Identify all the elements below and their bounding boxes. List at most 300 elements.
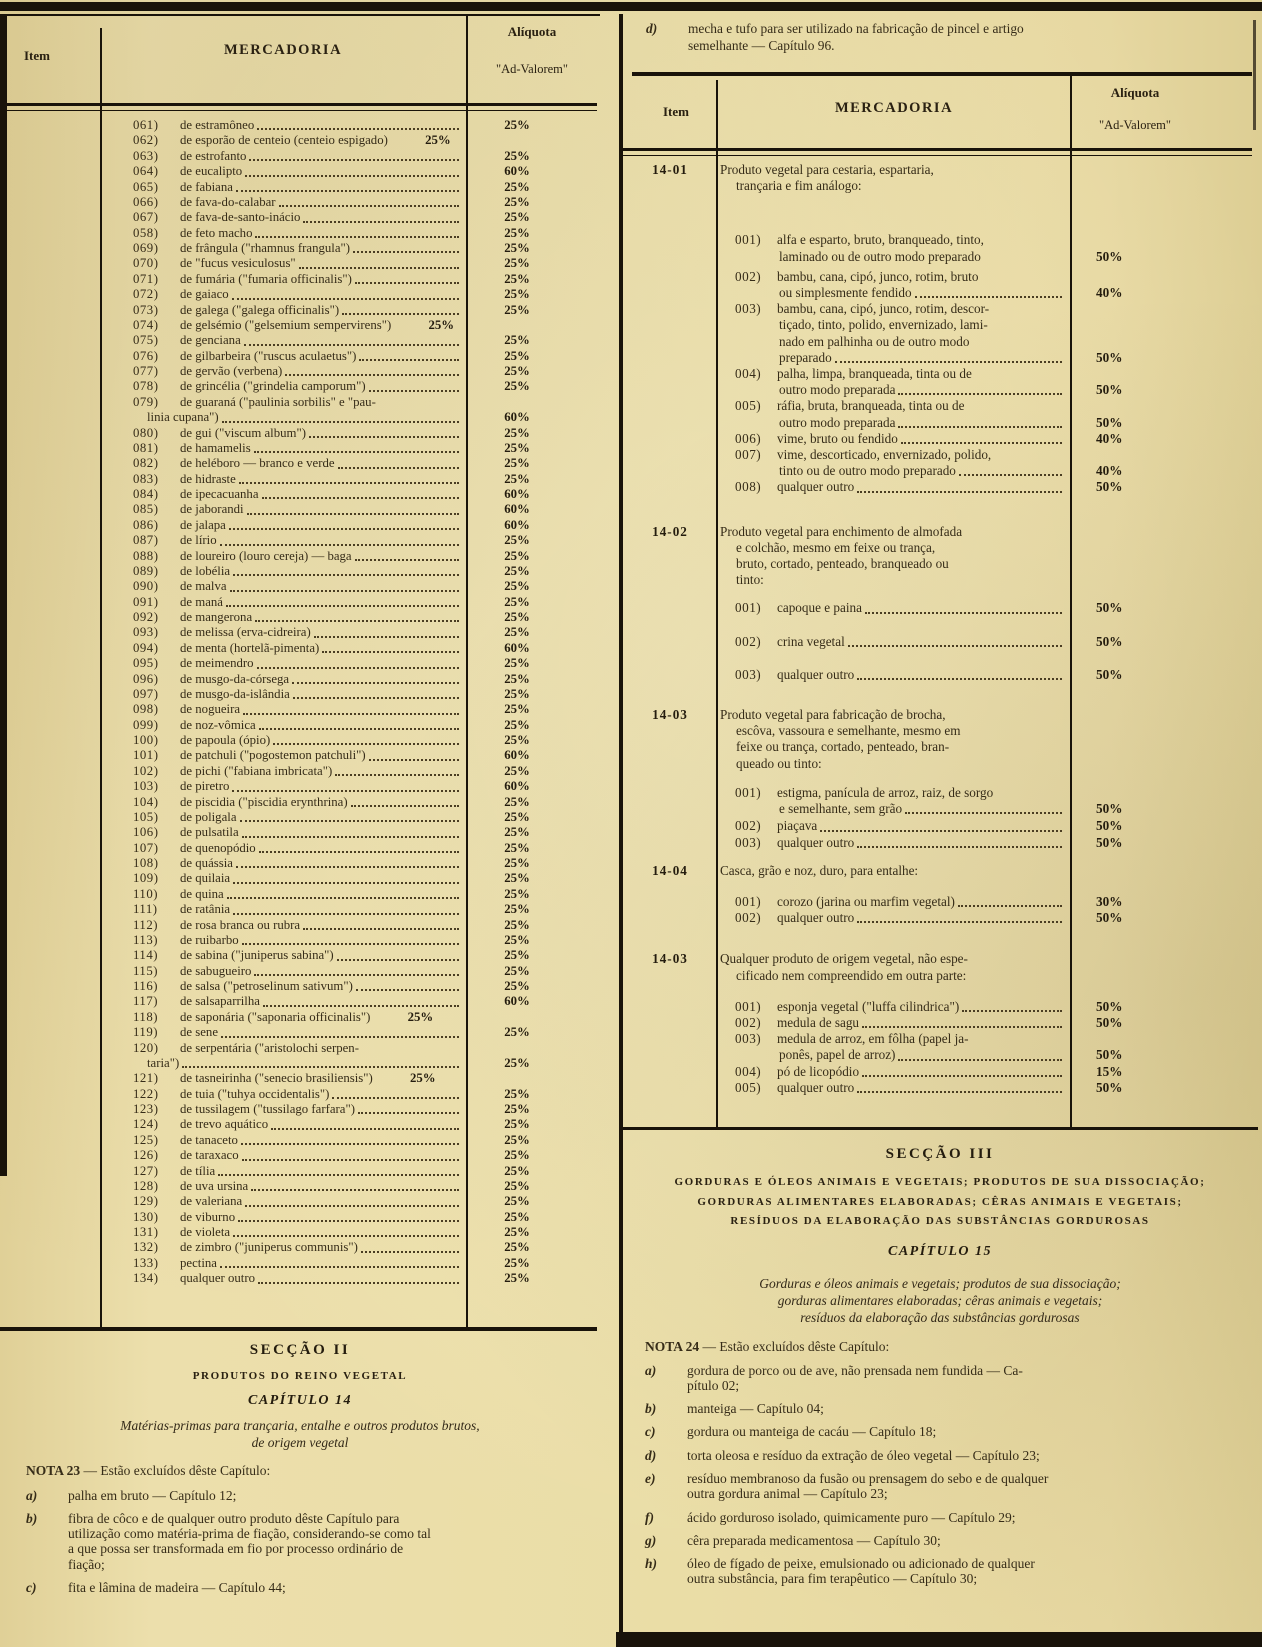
right-col-header-aliquota: Alíquota <box>1110 85 1160 100</box>
leader-dots <box>299 256 459 268</box>
item-code <box>622 301 718 317</box>
row-rate <box>1070 968 1252 984</box>
row-rate: 25% <box>504 364 530 378</box>
row-text: de ipecacuanha <box>180 487 259 501</box>
row-text: de pichi ("fabiana imbricata") <box>180 763 333 778</box>
row-text: de quássia <box>180 856 233 870</box>
nota-text: — Estão excluídos dêste Capítulo: <box>699 1338 890 1354</box>
item-code <box>622 350 718 366</box>
row-rate <box>1070 232 1252 248</box>
row-text-block <box>718 785 1070 801</box>
table-row <box>622 540 1254 556</box>
row-text-block <box>718 667 1070 683</box>
table-row <box>100 795 597 810</box>
row-number: 105) <box>133 809 159 824</box>
row-rate <box>1070 951 1252 967</box>
table-row <box>100 487 597 502</box>
row-number: 069) <box>133 241 159 255</box>
table-row <box>100 180 597 195</box>
row-number: 125) <box>133 1132 159 1147</box>
row-rate: 25% <box>504 379 530 394</box>
row-rate: 25% <box>504 794 530 809</box>
row-number: 098) <box>133 702 159 717</box>
note-letter: d) <box>645 1447 657 1463</box>
table-row <box>100 502 597 517</box>
row-rate: 25% <box>407 1009 434 1024</box>
row-rate <box>1070 178 1252 194</box>
table-row <box>100 410 597 425</box>
row-text: esponja vegetal ("luffa cilindrica") <box>777 998 960 1014</box>
row-number: 073) <box>133 302 159 317</box>
row-rate: 60% <box>504 487 530 501</box>
leader-dots <box>220 1256 459 1268</box>
row-text-block <box>718 382 1070 398</box>
table-row <box>100 887 597 902</box>
row-number: 002) <box>735 268 762 284</box>
item-code: 14-02 <box>652 523 688 539</box>
row-text: de gelsémio ("gelsemium sempervirens") <box>180 317 392 332</box>
row-rate <box>1070 447 1252 463</box>
row-number: 082) <box>133 456 159 471</box>
table-row <box>100 779 597 794</box>
row-rate: 25% <box>504 287 530 302</box>
row-text-block <box>718 463 1070 479</box>
row-text: medula de arroz, em fôlha (papel ja- <box>777 1031 969 1047</box>
item-code <box>622 415 718 431</box>
row-text-block <box>718 739 1070 755</box>
row-text-block <box>718 634 1070 650</box>
chapter-desc-line: Matérias-primas para trançaria, entalhe e outros produtos brutos, <box>120 1417 480 1433</box>
row-number: 002) <box>735 633 762 649</box>
row-number: 103) <box>133 779 159 794</box>
row-text: de tuia ("tuhya occidentalis") <box>180 1086 330 1101</box>
row-rate: 25% <box>504 671 530 686</box>
row-number: 005) <box>735 398 762 414</box>
nota-24-items <box>622 1363 1258 1587</box>
table-row <box>622 269 1254 285</box>
item-code <box>622 667 718 683</box>
leader-dots <box>361 1240 459 1252</box>
table-row <box>622 162 1254 178</box>
note-line: cêra preparada medicamentosa — Capítulo 30; <box>687 1532 941 1548</box>
row-text: de gui ("viscum album") <box>180 425 306 440</box>
row-text: de sabina ("juniperus sabina") <box>180 948 334 963</box>
row-number: 075) <box>133 333 159 348</box>
row-rate: 25% <box>504 702 530 717</box>
row-rate <box>1070 756 1252 772</box>
row-text: Qualquer produto de origem vegetal, não espe- <box>720 951 968 967</box>
table-row <box>622 301 1254 317</box>
table-row <box>622 524 1254 540</box>
subtitle-line: RESÍDUOS DA ELABORAÇÃO DAS SUBSTÂNCIAS GORDUROSAS <box>730 1215 1150 1227</box>
row-number: 128) <box>133 1178 159 1193</box>
row-text: de zimbro ("juniperus communis") <box>180 1240 358 1255</box>
subtitle-line: GORDURAS E ÓLEOS ANIMAIS E VEGETAIS; PRODUTOS DE SUA DISSOCIAÇÃO; <box>674 1176 1206 1188</box>
leader-dots <box>239 472 459 484</box>
row-number: 074) <box>133 317 159 332</box>
row-number: 122) <box>133 1086 159 1101</box>
table-row <box>100 533 597 548</box>
row-rate: 60% <box>504 410 530 425</box>
table-row <box>100 118 597 133</box>
row-rate: 60% <box>504 779 530 794</box>
row-text-block <box>718 756 1070 772</box>
row-text-block <box>718 447 1070 463</box>
row-number: 086) <box>133 517 159 532</box>
row-text: de melissa (erva-cidreira) <box>180 625 311 640</box>
row-text: de quilaia <box>180 871 231 886</box>
row-rate <box>1070 572 1252 588</box>
row-number: 001) <box>735 998 762 1014</box>
note-line: mecha e tufo para ser utilizado na fabricação de pincel e artigo <box>688 21 1024 36</box>
table-row <box>100 472 597 487</box>
row-number: 092) <box>133 610 159 624</box>
item-code: 14-01 <box>652 162 688 177</box>
row-text: de ratânia <box>180 902 231 917</box>
item-code <box>622 739 718 755</box>
item-code <box>622 249 718 265</box>
table-row <box>100 1210 597 1225</box>
leader-dots <box>351 795 459 807</box>
row-text-block <box>718 1031 1070 1047</box>
row-text: escôva, vassoura e semelhante, mesmo em <box>736 723 961 739</box>
note-line: outra substância, para fim terapêutico — Capítulo 30; <box>687 1571 978 1587</box>
row-text: tinto ou de outro modo preparado <box>779 463 956 479</box>
row-number: 008) <box>735 479 762 495</box>
leader-dots <box>898 415 1062 428</box>
section-iii-subtitle <box>622 1173 1258 1232</box>
row-number: 123) <box>133 1102 159 1116</box>
leader-dots <box>182 1056 459 1068</box>
chapter-15-description <box>622 1275 1258 1326</box>
leader-dots <box>242 933 459 945</box>
note-text <box>687 1471 1258 1502</box>
table-row <box>100 702 597 717</box>
row-number: 093) <box>133 625 159 640</box>
leader-dots <box>242 1148 459 1160</box>
leader-dots <box>242 825 459 837</box>
row-text: feixe ou trança, cortado, penteado, bran- <box>736 739 950 755</box>
row-rate: 25% <box>504 225 530 240</box>
row-number: 061) <box>133 118 159 132</box>
leader-dots <box>232 779 459 791</box>
row-text: de musgo-da-córsega <box>180 671 290 686</box>
row-rate: 25% <box>428 317 455 332</box>
row-text: de tasneirinha ("senecio brasiliensis") <box>180 1071 373 1086</box>
table-row <box>100 641 597 656</box>
row-rate: 25% <box>504 1225 530 1239</box>
row-rate <box>1070 334 1252 350</box>
row-text: de gilbarbeira ("ruscus aculaetus") <box>180 348 357 363</box>
leader-dots <box>820 818 1062 831</box>
chapter-desc-line: de origem vegetal <box>251 1434 349 1450</box>
row-rate: 50% <box>1096 633 1123 649</box>
right-table-top-rule <box>632 72 1252 76</box>
section-ii-subtitle: PRODUTOS DO REINO VEGETAL <box>192 1370 408 1382</box>
row-rate <box>1070 785 1252 801</box>
table-row <box>622 285 1254 301</box>
note-line: gordura de porco ou de ave, não prensada nem fundida — Ca- <box>687 1362 1023 1378</box>
note-line: outra gordura animal — Capítulo 23; <box>687 1486 888 1502</box>
row-text: de eucalipto <box>180 164 243 179</box>
note-line: fita e lâmina de madeira — Capítulo 44; <box>68 1579 286 1595</box>
item-code <box>622 447 718 463</box>
row-text: de estrofanto <box>180 148 247 163</box>
note-text <box>687 1363 1258 1394</box>
row-rate: 25% <box>504 563 530 578</box>
row-rate: 25% <box>504 471 530 486</box>
row-number: 101) <box>133 748 159 763</box>
table-row <box>100 902 597 917</box>
item-code <box>622 1080 718 1096</box>
row-number: 080) <box>133 425 159 440</box>
row-rate: 25% <box>504 840 530 855</box>
row-text: de gaiaco <box>180 287 229 302</box>
row-text: de tussilagem ("tussilago farfara") <box>180 1102 355 1116</box>
row-rate: 25% <box>504 686 530 701</box>
note-text <box>687 1448 1258 1463</box>
row-text-block <box>718 285 1070 301</box>
table-row <box>622 415 1254 431</box>
row-text-block <box>718 1064 1070 1080</box>
row-rate: 25% <box>409 1071 436 1086</box>
table-row <box>100 994 597 1009</box>
row-rate: 25% <box>504 979 530 993</box>
right-table-bottom-rule <box>620 1127 1258 1130</box>
leader-dots <box>259 718 459 730</box>
row-text: de valeriana <box>180 1194 243 1209</box>
row-number: 076) <box>133 348 159 363</box>
table-row <box>622 999 1254 1015</box>
table-row <box>100 210 597 225</box>
row-number: 113) <box>133 932 158 947</box>
leader-dots <box>303 210 459 222</box>
table-row <box>100 1194 597 1209</box>
table-row <box>100 1087 597 1102</box>
row-number: 091) <box>133 594 159 609</box>
note-line: pítulo 02; <box>687 1377 740 1393</box>
row-text: de pulsatila <box>180 825 239 840</box>
leader-dots <box>236 180 459 192</box>
row-text: qualquer outro <box>777 1079 855 1095</box>
row-text-block <box>718 1015 1070 1031</box>
row-rate: 40% <box>1096 285 1123 301</box>
row-text-block <box>718 524 1070 540</box>
row-text-block <box>718 269 1070 285</box>
leader-dots <box>293 687 459 699</box>
row-text-block <box>718 818 1070 834</box>
row-rate: 25% <box>504 1240 530 1255</box>
note-text <box>68 1511 600 1572</box>
row-text: de galega ("galega officinalis") <box>180 302 340 317</box>
row-rate: 25% <box>504 302 530 317</box>
row-text-block <box>718 1080 1070 1096</box>
leader-dots <box>369 379 459 391</box>
table-row <box>622 818 1254 834</box>
leader-dots <box>848 634 1062 647</box>
row-text: de esporão de centeio (centeio espigado) <box>180 133 388 148</box>
row-text: de fava-de-santo-inácio <box>180 210 301 225</box>
row-number: 001) <box>735 784 762 800</box>
row-text: de patchuli ("pogostemon patchuli") <box>180 748 366 763</box>
row-rate <box>1070 524 1252 540</box>
row-text-block <box>718 999 1070 1015</box>
table-row <box>100 518 597 533</box>
row-text-block <box>718 723 1070 739</box>
leader-dots <box>862 1064 1062 1077</box>
leader-dots <box>959 463 1062 476</box>
row-text: outro modo preparada <box>779 382 896 398</box>
note-item <box>0 1511 600 1572</box>
leader-dots <box>227 887 459 899</box>
item-code <box>622 366 718 382</box>
leader-dots <box>254 964 459 976</box>
row-number: 079) <box>133 394 159 409</box>
row-text: de jaborandi <box>180 502 244 517</box>
item-code <box>622 540 718 556</box>
table-row <box>100 303 597 318</box>
note-line: torta oleosa e resíduo da extração de óleo vegetal — Capítulo 23; <box>687 1447 1040 1463</box>
table-row <box>100 856 597 871</box>
row-number: 114) <box>133 948 158 963</box>
row-rate: 25% <box>504 1148 530 1163</box>
left-col-header-advalorem: "Ad-Valorem" <box>496 62 568 76</box>
table-row <box>100 579 597 594</box>
row-text: tinto: <box>736 572 764 588</box>
right-table-header-rule <box>622 148 1252 151</box>
table-row <box>100 349 597 364</box>
table-row <box>622 739 1254 755</box>
row-text: de sene <box>180 1025 219 1040</box>
row-rate: 60% <box>504 640 530 655</box>
row-text: de tanaceto <box>180 1132 238 1147</box>
row-rate: 25% <box>504 902 530 917</box>
leader-dots <box>285 364 459 376</box>
table-row <box>622 334 1254 350</box>
note-text <box>68 1488 600 1503</box>
leader-dots <box>251 1179 459 1191</box>
row-text: de papoula (ópio) <box>180 733 271 747</box>
row-number: 001) <box>735 232 762 248</box>
row-number: 104) <box>133 794 159 809</box>
row-rate: 25% <box>504 917 530 932</box>
row-text: de violeta <box>180 1225 231 1239</box>
table-row <box>622 707 1254 723</box>
leader-dots <box>857 835 1062 848</box>
row-rate: 25% <box>504 733 530 747</box>
table-row <box>622 447 1254 463</box>
row-number: 130) <box>133 1209 159 1224</box>
note-letter: a) <box>645 1362 657 1378</box>
note-item <box>622 1448 1258 1463</box>
note-letter: g) <box>645 1532 657 1548</box>
leader-dots <box>356 979 459 991</box>
leader-dots <box>254 441 459 453</box>
table-row <box>100 241 597 256</box>
leader-dots <box>865 600 1062 613</box>
row-rate <box>1070 269 1252 285</box>
item-code <box>622 999 718 1015</box>
row-rate: 40% <box>1096 463 1123 479</box>
note-item <box>622 1556 1258 1587</box>
row-number: 107) <box>133 840 159 855</box>
row-rate <box>1070 162 1252 178</box>
leader-dots <box>303 918 459 930</box>
row-text-block <box>718 232 1070 248</box>
leader-dots <box>355 272 459 284</box>
table-row <box>100 810 597 825</box>
row-text: de uva ursina <box>180 1178 249 1193</box>
item-code <box>622 910 718 926</box>
table-row <box>622 1031 1254 1047</box>
row-text-block <box>718 398 1070 414</box>
note-line: manteiga — Capítulo 04; <box>687 1401 824 1417</box>
row-text-block <box>718 334 1070 350</box>
row-rate: 25% <box>504 194 530 209</box>
row-number: 099) <box>133 717 159 732</box>
nota-24-heading <box>645 1339 1258 1355</box>
row-text: vime, bruto ou fendido <box>777 430 898 446</box>
table-row <box>100 1225 597 1240</box>
row-text: de noz-vômica <box>180 717 256 732</box>
leader-dots <box>259 841 459 853</box>
row-number: 097) <box>133 686 159 701</box>
table-row <box>622 951 1254 967</box>
note-letter: f) <box>645 1509 654 1525</box>
row-text: de salsaparrilha <box>180 994 260 1009</box>
table-row <box>100 841 597 856</box>
row-text: de musgo-da-islândia <box>180 686 290 701</box>
leader-dots <box>905 801 1062 814</box>
leader-dots <box>359 349 459 361</box>
row-text: laminado ou de outro modo preparado <box>779 248 981 264</box>
row-number: 071) <box>133 271 159 286</box>
leader-dots <box>835 350 1062 363</box>
row-text: qualquer outro <box>180 1271 255 1286</box>
row-text-block <box>718 968 1070 984</box>
table-row <box>622 785 1254 801</box>
leader-dots <box>233 902 459 914</box>
row-rate: 25% <box>504 871 530 886</box>
table-row <box>100 918 597 933</box>
row-number: 108) <box>133 856 159 870</box>
leader-dots <box>247 502 459 514</box>
row-number: 110) <box>133 886 158 901</box>
row-text: taria") <box>147 1055 180 1070</box>
row-rate <box>359 1041 489 1056</box>
row-rate: 25% <box>504 148 530 163</box>
row-text: vime, descorticado, envernizado, polido, <box>777 447 992 463</box>
row-text: queado ou tinto: <box>736 755 822 771</box>
note-line: gordura ou manteiga de cacáu — Capítulo 18; <box>687 1424 937 1440</box>
left-table-header-rule <box>0 103 597 106</box>
leader-dots <box>245 164 459 176</box>
row-rate: 50% <box>1096 1047 1123 1063</box>
row-text: qualquer outro <box>777 479 855 495</box>
row-rate: 25% <box>504 963 530 978</box>
row-rate: 25% <box>504 656 530 671</box>
leader-dots <box>958 894 1062 907</box>
row-text-block <box>718 707 1070 723</box>
row-text: ou simplesmente fendido <box>779 285 912 301</box>
row-number: 120) <box>133 1040 159 1055</box>
row-number: 064) <box>133 164 159 179</box>
row-number: 129) <box>133 1194 159 1209</box>
table-row <box>622 382 1254 398</box>
leader-dots <box>271 1117 459 1129</box>
leader-dots <box>314 625 459 637</box>
table-row <box>100 964 597 979</box>
